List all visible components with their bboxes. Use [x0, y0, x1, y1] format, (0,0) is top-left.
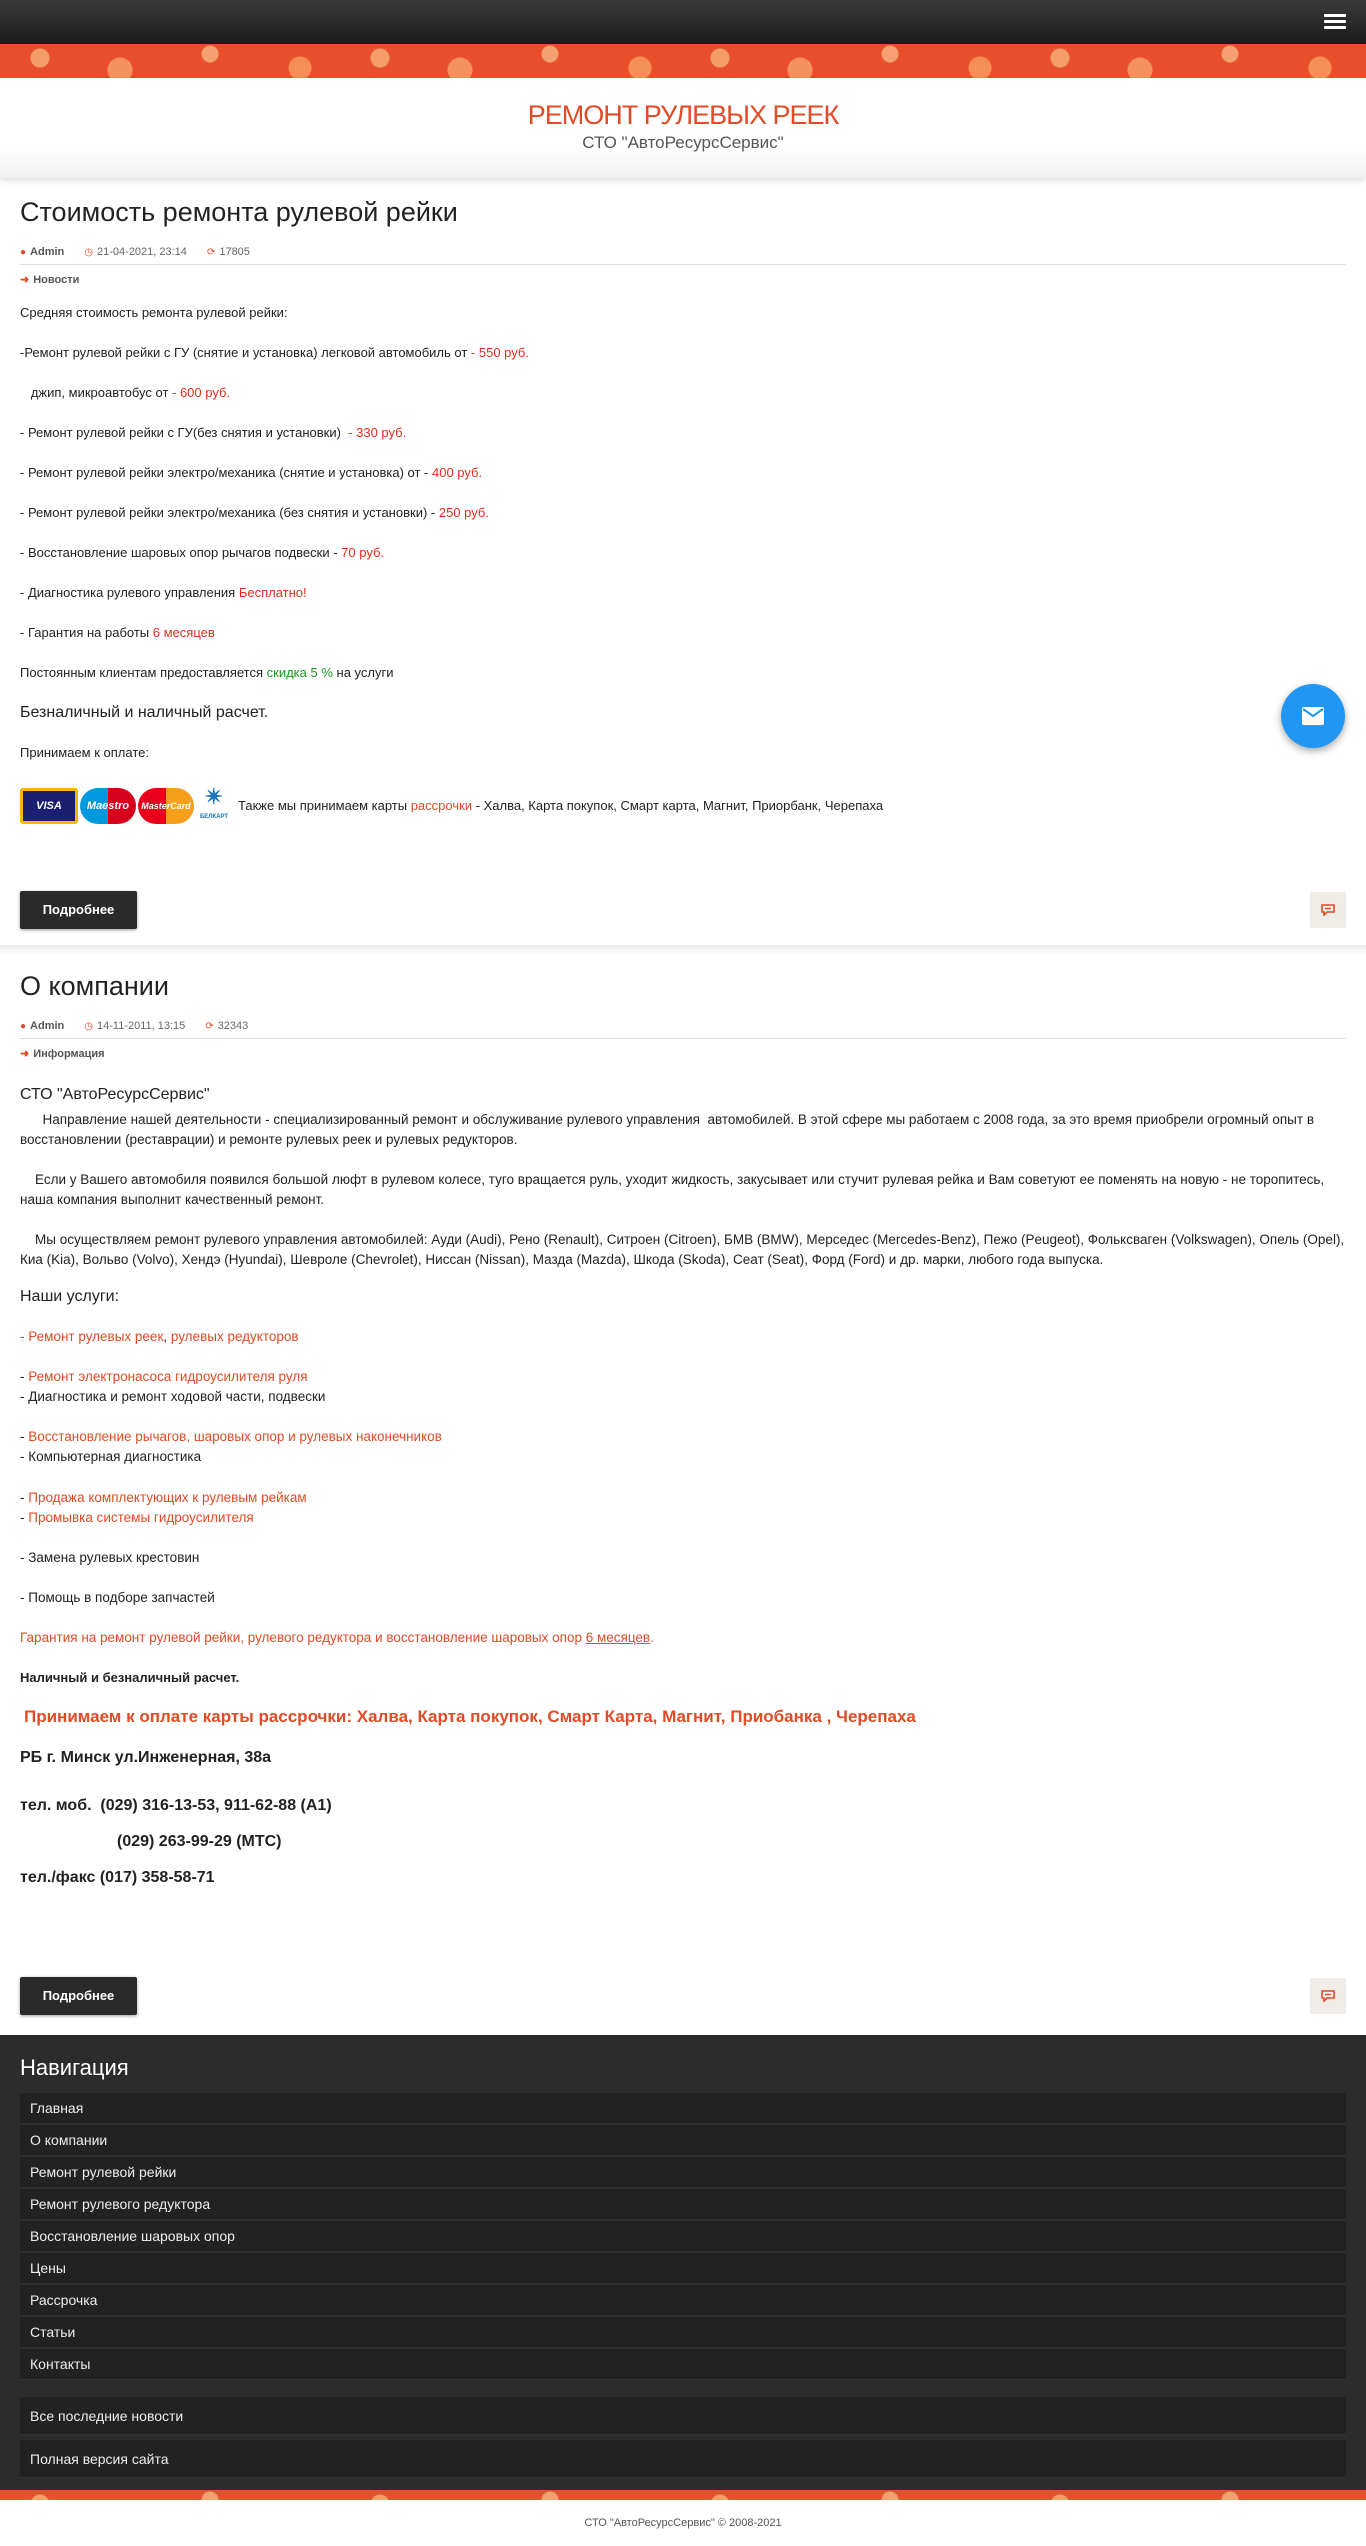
arrow-right-icon: ➜	[20, 274, 30, 286]
service-line: - Диагностика и ремонт ходовой части, подвески	[20, 1389, 326, 1404]
phone-line: тел. моб. (029) 316-13-53, 911-62-88 (А1)	[20, 1797, 332, 1814]
belkart-card-icon: ✴ БЕЛКАРТ	[199, 784, 229, 820]
company-name: СТО "АвтоРесурсСервис"	[20, 1086, 210, 1103]
service-link[interactable]: Продажа комплектующих к рулевым рейкам	[28, 1490, 307, 1505]
address: РБ г. Минск ул.Инженерная, 38а	[20, 1749, 272, 1766]
nav-item-home[interactable]: Главная	[20, 2093, 1346, 2124]
more-button[interactable]: Подробнее	[20, 1977, 137, 2015]
more-button[interactable]: Подробнее	[20, 891, 137, 929]
price-line: - Ремонт рулевой рейки электро/механика (без снятия и установки) - 250 руб.	[20, 505, 489, 520]
warranty-line: Гарантия на ремонт рулевой рейки, рулевого редуктора и восстановление шаровых опор 6 месяцев.	[20, 1630, 654, 1645]
installment-cards-line: Принимаем к оплате карты рассрочки: Халва, Карта покупок, Смарт Карта, Магнит, Приобанка , Черепаха	[24, 1707, 916, 1726]
service-line: - Продажа комплектующих к рулевым рейкам	[20, 1490, 307, 1505]
top-bar	[0, 0, 1366, 44]
phone-number[interactable]: (029) 316-13-53, 911-62-88 (А1)	[100, 1797, 332, 1814]
article-category[interactable]	[20, 273, 1346, 286]
visa-card-icon: VISA	[20, 788, 78, 824]
installment-text: Также мы принимаем карты рассрочки - Халва, Карта покупок, Смарт карта, Магнит, Приорбанк, Черепаха	[238, 798, 884, 813]
clock-icon: ◷	[84, 247, 94, 258]
copyright: СТО "АвтоРесурсСервис" © 2008-2021	[0, 2500, 1366, 2546]
price-line: - Ремонт рулевой рейки электро/механика (снятие и установка) от - 400 руб.	[20, 465, 483, 480]
comment-icon	[1321, 904, 1335, 916]
service-line: - Компьютерная диагностика	[20, 1449, 202, 1464]
decorative-banner	[0, 44, 1366, 78]
article-views: 32343	[217, 1020, 249, 1032]
warranty-link[interactable]: 6 месяцев	[585, 1630, 651, 1645]
price-line: джип, микроавтобус от - 600 руб.	[20, 385, 231, 400]
category-label: Новости	[33, 274, 80, 286]
accept-label: Принимаем к оплате:	[20, 745, 149, 760]
payment-note: Наличный и безналичный расчет.	[20, 1670, 240, 1685]
article-date: 14-11-2011, 13:15	[97, 1020, 186, 1032]
article-prices	[20, 197, 1346, 824]
article-views: 17805	[219, 246, 250, 258]
nav-item-about[interactable]: О компании	[20, 2125, 1346, 2156]
nav-item-full-version[interactable]: Полная версия сайта	[20, 2440, 1346, 2478]
installment-link[interactable]: рассрочки	[410, 798, 473, 813]
mail-icon	[1301, 706, 1325, 726]
user-icon: ●	[20, 247, 27, 258]
decorative-banner	[0, 2490, 1366, 2500]
intro-text: Средняя стоимость ремонта рулевой рейки:	[20, 305, 288, 320]
discount-line: Постоянным клиентам предоставляется скидка 5 % на услуги	[20, 665, 394, 680]
site-header	[0, 78, 1366, 178]
comment-icon	[1321, 1990, 1335, 2002]
nav-item-latest-news[interactable]: Все последние новости	[20, 2397, 1346, 2435]
service-line: - Ремонт электронасоса гидроусилителя руля	[20, 1369, 308, 1384]
payment-cards	[20, 784, 1346, 824]
user-icon: ●	[20, 1021, 27, 1032]
article-title[interactable]: Стоимость ремонта рулевой рейки	[20, 197, 458, 227]
nav-item-ball-joints[interactable]: Восстановление шаровых опор	[20, 2221, 1346, 2252]
service-link[interactable]: Восстановление рычагов, шаровых опор и рулевых наконечников	[28, 1429, 442, 1444]
article-body	[20, 304, 1346, 824]
article-meta	[20, 1020, 1346, 1039]
service-line: - Промывка системы гидроусилителя	[20, 1510, 254, 1525]
price-line: - Ремонт рулевой рейки с ГУ(без снятия и установки) - 330 руб.	[20, 425, 407, 440]
mastercard-card-icon: MasterCard	[138, 788, 194, 824]
contact-fab[interactable]	[1281, 684, 1345, 748]
article-about	[20, 971, 1346, 1887]
fax-line: тел./факс (017) 358-58-71	[20, 1869, 215, 1886]
nav-list	[20, 2093, 1346, 2381]
article-body	[20, 1086, 1346, 1887]
nav-title: Навигация	[20, 2055, 129, 2080]
article-author[interactable]: Admin	[30, 1020, 65, 1032]
paragraph: Направление нашей деятельности - специализированный ремонт и обслуживание рулевого управления автомобилей. В этой сфере мы работаем с 2008 года, за это время приобрели огромный опыт в восстановлении (реставрации) и ремонте рулевых реек и рулевых редукторов.	[20, 1112, 1318, 1147]
nav-item-installment[interactable]: Рассрочка	[20, 2285, 1346, 2316]
nav-item-contacts[interactable]: Контакты	[20, 2349, 1346, 2380]
article-category[interactable]	[20, 1047, 1346, 1060]
article-title[interactable]: О компании	[20, 971, 169, 1001]
service-link[interactable]: Ремонт электронасоса гидроусилителя руля	[28, 1369, 308, 1384]
price-line: - Диагностика рулевого управления Бесплатно!	[20, 585, 307, 600]
service-line: - Ремонт рулевых реек, рулевых редукторов	[20, 1329, 299, 1344]
service-link[interactable]: Промывка системы гидроусилителя	[28, 1510, 254, 1525]
service-link[interactable]: рулевых редукторов	[170, 1329, 299, 1344]
site-title[interactable]: РЕМОНТ РУЛЕВЫХ РЕЕК	[527, 100, 839, 130]
comment-button[interactable]	[1310, 892, 1346, 928]
site-subtitle: СТО "АвтоРесурсСервис"	[582, 133, 784, 152]
views-icon: ⟳	[206, 247, 216, 258]
arrow-right-icon: ➜	[20, 1048, 30, 1060]
price-line: - Гарантия на работы 6 месяцев	[20, 625, 215, 640]
nav-item-articles[interactable]: Статьи	[20, 2317, 1346, 2348]
clock-icon: ◷	[84, 1021, 94, 1032]
article-author[interactable]: Admin	[30, 246, 65, 258]
price-line: - Восстановление шаровых опор рычагов подвески - 70 руб.	[20, 545, 385, 560]
comment-button[interactable]	[1310, 1978, 1346, 2014]
category-label: Информация	[33, 1048, 105, 1060]
maestro-card-icon: Maestro	[80, 788, 136, 824]
nav-extra-list	[20, 2397, 1346, 2483]
nav-item-gearbox-repair[interactable]: Ремонт рулевого редуктора	[20, 2189, 1346, 2220]
nav-item-prices[interactable]: Цены	[20, 2253, 1346, 2284]
phone-number[interactable]: (029) 263-99-29 (МТС)	[117, 1833, 282, 1850]
service-line: - Замена рулевых крестовин	[20, 1550, 200, 1565]
nav-item-rack-repair[interactable]: Ремонт рулевой рейки	[20, 2157, 1346, 2188]
payment-heading: Безналичный и наличный расчет.	[20, 704, 269, 721]
price-line: -Ремонт рулевой рейки с ГУ (снятие и установка) легковой автомобиль от - 550 руб.	[20, 345, 529, 360]
article-separator	[0, 945, 1366, 955]
service-line: - Помощь в подборе запчастей	[20, 1590, 215, 1605]
article-date: 21-04-2021, 23:14	[97, 246, 187, 258]
views-icon: ⟳	[205, 1021, 214, 1032]
service-link[interactable]: Ремонт рулевых реек	[28, 1329, 164, 1344]
footer-navigation	[0, 2035, 1366, 2490]
services-heading: Наши услуги:	[20, 1288, 120, 1305]
article-meta	[20, 246, 1346, 265]
paragraph: Мы осуществляем ремонт рулевого управления автомобилей: Ауди (Audi), Рено (Renault), Ситроен (Citroen), БМВ (BMW), Мерседес (Mercedes-Benz), Пежо (Peugeot), Фольксваген (Volkswagen), Опель (Opel), Киа (Kia), Вольво (Volvo), Хендэ (Hyundai), Шевроле (Chevrolet), Ниссан (Nissan), Мазда (Mazda), Шкода (Skoda), Сеат (Seat), Форд (Ford) и др. марки, любого года выпуска.	[20, 1232, 1348, 1267]
hamburger-icon[interactable]	[1324, 11, 1346, 33]
paragraph: Если у Вашего автомобиля появился большой люфт в рулевом колесе, туго вращается руль, уходит жидкость, закусывает или стучит рулевая рейка и Вам советуют ее поменять на новую - не торопитесь, наша компания выполнит качественный ремонт.	[20, 1172, 1328, 1207]
service-line: - Восстановление рычагов, шаровых опор и рулевых наконечников	[20, 1429, 442, 1444]
